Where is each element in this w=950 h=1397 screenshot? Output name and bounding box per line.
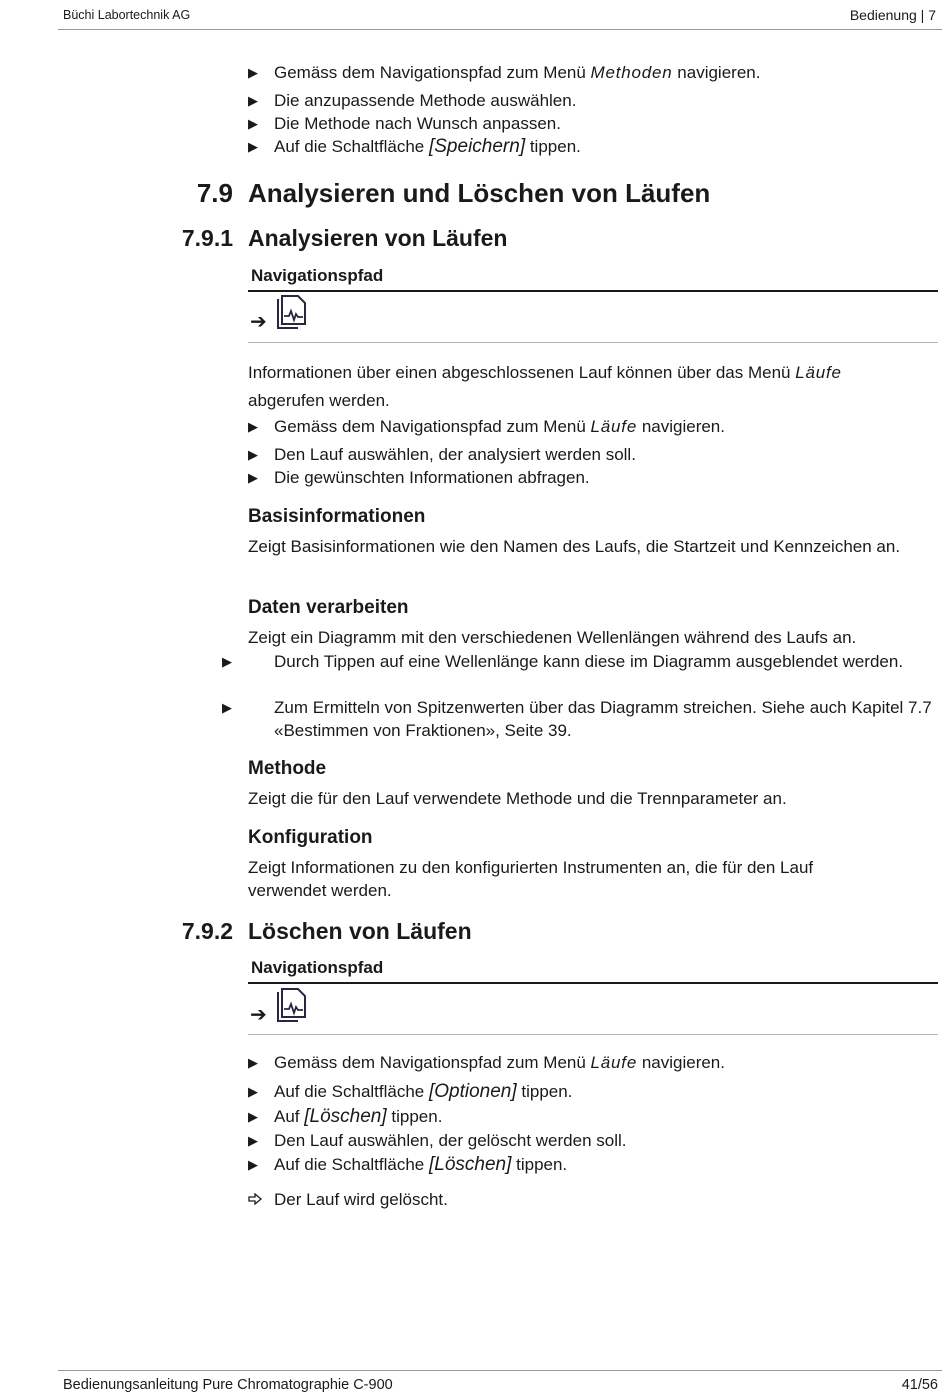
- triangle-right-icon: ▶: [248, 1133, 258, 1148]
- menu-reference: Läufe: [590, 417, 638, 436]
- header-divider: [58, 29, 942, 30]
- triangle-right-icon: ▶: [248, 470, 258, 485]
- header-section: Bedienung | 7: [849, 7, 936, 23]
- step-list-item: ▶ Den Lauf auswählen, der analysiert werden soll.: [248, 445, 636, 464]
- heading-basisinformationen: Basisinformationen: [248, 506, 426, 527]
- runs-document-icon: [274, 295, 308, 336]
- step-list-item: ▶ Die Methode nach Wunsch anpassen.: [248, 114, 561, 133]
- arrow-right-icon: ➔: [250, 1004, 267, 1026]
- triangle-right-icon: ▶: [248, 1157, 258, 1172]
- header-company: Büchi Labortechnik AG: [63, 8, 191, 22]
- heading-daten-verarbeiten: Daten verarbeiten: [248, 597, 409, 618]
- subsection-number: 7.9.2: [181, 918, 233, 944]
- step-list-item: ▶ Auf [Löschen] tippen.: [248, 1106, 443, 1127]
- triangle-right-icon: ▶: [222, 654, 232, 669]
- step-list-item: ▶ Auf die Schaltfläche [Löschen] tippen.: [248, 1154, 568, 1175]
- result-item: Der Lauf wird gelöscht.: [248, 1189, 448, 1212]
- button-reference: [Speichern]: [428, 136, 526, 157]
- runs-document-icon: [274, 988, 308, 1029]
- section-number: 7.9: [196, 178, 233, 208]
- step-list-item: ▶ Auf die Schaltfläche [Optionen] tippen.: [248, 1081, 573, 1102]
- step-list-item: ▶ Den Lauf auswählen, der gelöscht werden soll.: [248, 1131, 627, 1150]
- paragraph-konfiguration: Zeigt Informationen zu den konfigurierten Instrumenten an, die für den Lauf verwendet werden.: [248, 858, 814, 900]
- triangle-right-icon: ▶: [248, 1084, 258, 1099]
- menu-reference: Methoden: [590, 63, 673, 82]
- footer-divider: [58, 1370, 942, 1371]
- paragraph-daten-verarbeiten: Zeigt ein Diagramm mit den verschiedenen Wellenlängen während des Laufs an.: [248, 628, 857, 647]
- step-list-item: ▶ Die gewünschten Informationen abfragen.: [248, 468, 590, 487]
- page-number: 41/56: [901, 1377, 938, 1393]
- nav-path-bottom-divider: [248, 1034, 938, 1035]
- triangle-right-icon: ▶: [248, 93, 258, 108]
- button-reference: [Löschen]: [304, 1106, 387, 1127]
- step-list-item: ▶ Zum Ermitteln von Spitzenwerten über das Diagramm streichen. Siehe auch Kapitel 7.7 «Bestimmen von Fraktionen», Seite 39.: [222, 698, 932, 740]
- step-list-item: ▶ Gemäss dem Navigationspfad zum Menü Läufe navigieren.: [248, 417, 725, 436]
- nav-path-bottom-divider: [248, 342, 938, 343]
- nav-path-heading: Navigationspfad: [251, 266, 384, 285]
- subsection-number: 7.9.1: [181, 225, 233, 251]
- hollow-arrow-right-icon: [248, 1190, 274, 1212]
- section-title: Analysieren und Löschen von Läufen: [248, 178, 711, 208]
- button-reference: [Optionen]: [428, 1081, 517, 1102]
- nav-path-heading: Navigationspfad: [251, 958, 384, 977]
- subsection-title: Analysieren von Läufen: [248, 225, 508, 251]
- triangle-right-icon: ▶: [248, 1109, 258, 1124]
- nav-path-divider: [248, 290, 938, 292]
- menu-reference: Läufe: [795, 363, 842, 382]
- heading-methode: Methode: [248, 758, 327, 779]
- button-reference: [Löschen]: [428, 1154, 512, 1175]
- triangle-right-icon: ▶: [248, 65, 258, 80]
- triangle-right-icon: ▶: [248, 1055, 258, 1070]
- subsection-title: Löschen von Läufen: [248, 918, 472, 944]
- arrow-right-icon: ➔: [250, 311, 267, 333]
- menu-reference: Läufe: [590, 1053, 638, 1072]
- paragraph-methode: Zeigt die für den Lauf verwendete Methode und die Trennparameter an.: [248, 789, 787, 808]
- triangle-right-icon: ▶: [248, 447, 258, 462]
- nav-path-divider: [248, 982, 938, 984]
- heading-konfiguration: Konfiguration: [248, 827, 373, 848]
- intro-paragraph: Informationen über einen abgeschlossenen Lauf können über das Menü Läufe abgerufen werden.: [248, 363, 842, 410]
- step-list-item: ▶ Gemäss dem Navigationspfad zum Menü Methoden navigieren.: [248, 63, 761, 82]
- triangle-right-icon: ▶: [222, 700, 232, 715]
- triangle-right-icon: ▶: [248, 139, 258, 154]
- step-list-item: ▶ Auf die Schaltfläche [Speichern] tippen.: [248, 136, 581, 157]
- paragraph-basisinformationen: Zeigt Basisinformationen wie den Namen des Laufs, die Startzeit und Kennzeichen an.: [248, 537, 901, 556]
- step-list-item: ▶ Gemäss dem Navigationspfad zum Menü Läufe navigieren.: [248, 1053, 725, 1072]
- step-list-item: ▶ Die anzupassende Methode auswählen.: [248, 91, 577, 110]
- triangle-right-icon: ▶: [248, 419, 258, 434]
- step-list-item: ▶ Durch Tippen auf eine Wellenlänge kann diese im Diagramm ausgeblendet werden.: [222, 652, 904, 671]
- footer-title: Bedienungsanleitung Pure Chromatographie C-900: [63, 1377, 393, 1393]
- triangle-right-icon: ▶: [248, 116, 258, 131]
